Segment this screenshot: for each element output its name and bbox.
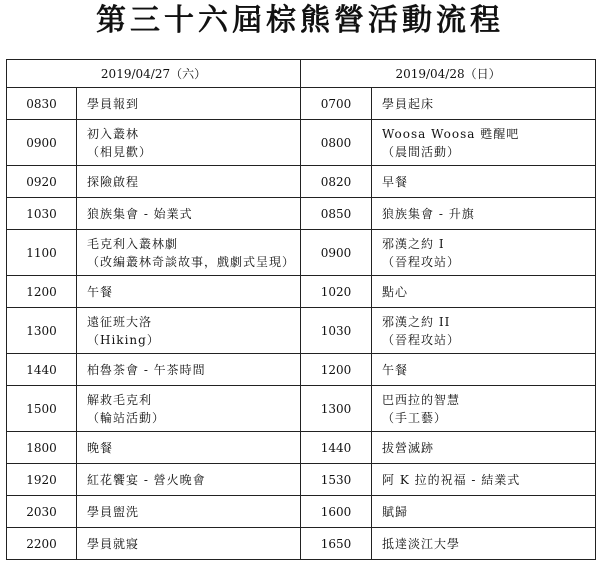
day2-activity-cell [372,464,596,496]
day2-activity-cell-text: 抵達淡江大學 [382,536,461,551]
day2-activity-cell-text: 午餐 [382,362,409,377]
day1-activity-cell [77,166,301,198]
day1-activity-cell-text: 學員盥洗 [87,504,140,519]
day2-time-cell [301,120,372,166]
day1-time-cell [7,386,77,432]
table-row [7,432,596,464]
day1-time-cell-text: 1500 [26,401,57,416]
day1-activity-cell-text: 學員報到 [87,96,140,111]
day1-activity-cell-text: 解救毛克利 [87,392,153,407]
day2-time-cell [301,308,372,354]
day1-activity-cell-text: 柏魯茶會 - 午茶時間 [87,362,206,377]
day1-activity-cell-text: 紅花饗宴 - 營火晚會 [87,472,206,487]
table-row [7,166,596,198]
day1-activity-cell-text: 狼族集會 - 始業式 [87,206,193,221]
day2-time-cell [301,276,372,308]
day2-time-cell [301,432,372,464]
day1-time-cell-text: 1440 [26,362,57,377]
day1-activity-cell-subtext: （輪站活動） [87,410,166,425]
day1-activity-cell-text: 毛克利入叢林劇 [87,236,179,251]
day2-time-cell [301,496,372,528]
day1-activity-cell [77,528,301,560]
table-row [7,230,596,276]
day2-activity-cell [372,166,596,198]
day2-time-cell-text: 1300 [320,401,352,416]
day2-activity-cell [372,198,596,230]
day2-activity-cell-text: Woosa Woosa 甦醒吧 [382,126,520,141]
day1-activity-cell-text: 晚餐 [87,440,114,455]
day1-time-cell-text: 1300 [26,323,57,338]
day1-time-cell [7,354,77,386]
day1-activity-cell-text: 遠征班大洛 [87,314,153,329]
day1-date-header: 2019/04/27（六） [7,60,301,88]
day1-time-cell-text: 1200 [26,284,57,299]
day2-activity-cell [372,276,596,308]
day2-activity-cell-subtext: （晉程攻站） [382,254,461,269]
table-row [7,88,596,120]
day2-activity-cell [372,386,596,432]
day1-time-cell [7,166,77,198]
page-title: 第三十六屆棕熊營活動流程 [96,3,504,38]
day2-activity-cell-text: 點心 [382,284,409,299]
day1-time-cell-text: 1920 [26,472,57,487]
table-row [7,386,596,432]
day1-activity-cell [77,386,301,432]
day1-activity-cell [77,464,301,496]
day2-time-cell-text: 1600 [320,504,352,519]
table-row [7,308,596,354]
day2-activity-cell [372,230,596,276]
day2-time-cell [301,386,372,432]
day2-time-cell-text: 0900 [320,245,352,260]
table-row [7,198,596,230]
day1-time-cell [7,308,77,354]
day1-activity-cell-subtext: （改編叢林奇談故事，戲劇式呈現） [87,254,296,269]
day1-time-cell-text: 0900 [26,135,57,150]
day2-time-cell-text: 1030 [320,323,352,338]
day2-activity-cell [372,496,596,528]
day2-activity-cell-text: 邪漢之約 I [382,236,445,251]
table-row [7,276,596,308]
day1-time-cell-text: 0830 [26,96,57,111]
day1-time-cell-text: 1030 [26,206,57,221]
day1-activity-cell [77,276,301,308]
day1-time-cell [7,432,77,464]
table-header-row [7,60,596,88]
day1-activity-cell [77,308,301,354]
day2-time-cell [301,354,372,386]
day2-activity-cell [372,528,596,560]
table-row [7,120,596,166]
day1-activity-cell-text: 午餐 [87,284,114,299]
day1-time-cell-text: 1800 [26,440,57,455]
day2-time-cell-text: 0850 [320,206,352,221]
day1-activity-cell [77,120,301,166]
day1-time-cell [7,120,77,166]
day2-date-header: 2019/04/28（日） [301,60,596,88]
day1-time-cell [7,88,77,120]
table-row [7,354,596,386]
day2-activity-cell-subtext: （手工藝） [382,410,448,425]
day1-time-cell [7,464,77,496]
day2-time-cell-text: 1440 [320,440,352,455]
day2-activity-cell-text: 學員起床 [382,96,435,111]
day1-activity-cell-subtext: （Hiking） [87,332,160,347]
day2-activity-cell-text: 狼族集會 - 升旗 [382,206,475,221]
day2-time-cell [301,230,372,276]
day2-activity-cell-text: 阿 K 拉的祝福 - 結業式 [382,472,521,487]
day2-time-cell-text: 1650 [320,536,352,551]
table-row [7,496,596,528]
day2-activity-cell [372,354,596,386]
day2-activity-cell-text: 邪漢之約 II [382,314,451,329]
day1-time-cell [7,496,77,528]
day2-time-cell [301,88,372,120]
day2-time-cell [301,166,372,198]
table-row [7,528,596,560]
day1-time-cell-text: 2200 [26,536,57,551]
day1-time-cell [7,198,77,230]
day1-activity-cell [77,432,301,464]
day1-time-cell [7,276,77,308]
day1-time-cell-text: 2030 [26,504,57,519]
day2-activity-cell-text: 拔營滅跡 [382,440,435,455]
day1-activity-cell [77,354,301,386]
day1-activity-cell [77,496,301,528]
day2-activity-cell-subtext: （晉程攻站） [382,332,461,347]
day2-activity-cell-subtext: （晨間活動） [382,144,461,159]
day1-time-cell [7,230,77,276]
day2-time-cell-text: 0800 [320,135,352,150]
day1-activity-cell [77,88,301,120]
day2-activity-cell [372,88,596,120]
day2-time-cell [301,198,372,230]
day1-time-cell [7,528,77,560]
day2-activity-cell-text: 早餐 [382,174,409,189]
day2-time-cell-text: 0820 [320,174,352,189]
table-row [7,464,596,496]
day2-activity-cell-text: 賦歸 [382,504,409,519]
day2-activity-cell [372,432,596,464]
day2-activity-cell-text: 巴西拉的智慧 [382,392,461,407]
day1-activity-cell [77,230,301,276]
day2-activity-cell [372,120,596,166]
day1-activity-cell-text: 初入叢林 [87,126,140,141]
day2-time-cell [301,528,372,560]
schedule-table [6,59,596,560]
day1-time-cell-text: 1100 [26,245,57,260]
day2-time-cell-text: 1200 [320,362,352,377]
day1-activity-cell-subtext: （相見歡） [87,144,153,159]
day1-time-cell-text: 0920 [26,174,57,189]
day2-activity-cell [372,308,596,354]
day2-time-cell-text: 1530 [320,472,352,487]
day2-time-cell-text: 1020 [320,284,352,299]
day1-activity-cell [77,198,301,230]
day1-activity-cell-text: 學員就寢 [87,536,140,551]
day1-activity-cell-text: 探險啟程 [87,174,140,189]
day2-time-cell [301,464,372,496]
day2-time-cell-text: 0700 [320,96,352,111]
